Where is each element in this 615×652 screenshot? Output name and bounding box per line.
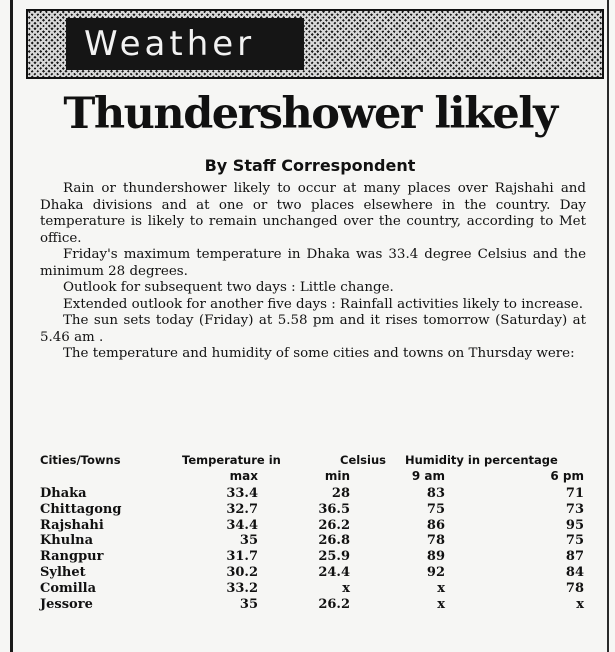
table-row	[40, 518, 588, 534]
table-row	[40, 502, 588, 518]
section-label: Weather	[66, 18, 304, 70]
paragraph: Friday's maximum temperature in Dhaka was 33.4 degree Celsius and the minimum 28 degrees.	[40, 247, 586, 279]
byline: By Staff Correspondent	[204, 156, 416, 175]
min-cell: 36.5	[318, 501, 350, 517]
header-celsius: Celsius	[340, 453, 386, 467]
paragraph: Extended outlook for another five days : Rainfall activities likely to increase.	[63, 296, 583, 312]
max-cell: 33.2	[226, 580, 258, 596]
humidity-9am-cell: 86	[426, 517, 445, 533]
table-row	[40, 581, 588, 597]
city-cell: Rangpur	[40, 549, 104, 565]
min-cell: 26.2	[318, 596, 350, 612]
city-cell: Sylhet	[40, 564, 86, 580]
subheader-max: max	[229, 469, 258, 483]
subheader-min: min	[324, 469, 350, 483]
max-cell: 35	[239, 596, 258, 612]
page-border-right	[607, 0, 609, 652]
paragraph: The temperature and humidity of some cities and towns on Thursday were:	[63, 346, 575, 361]
subheader-9am: 9 am	[411, 469, 445, 483]
city-cell: Chittagong	[40, 501, 122, 517]
humidity-6pm-cell: x	[576, 596, 584, 612]
humidity-6pm-cell: 73	[565, 501, 584, 517]
page-border-left	[10, 0, 13, 652]
article-body	[40, 181, 586, 363]
humidity-6pm-cell: 95	[565, 517, 584, 533]
min-cell: 24.4	[318, 564, 350, 580]
min-cell: 26.2	[318, 517, 350, 533]
table-row	[40, 549, 588, 565]
max-cell: 35	[239, 533, 258, 549]
paragraph: The sun sets today (Friday) at 5.58 pm and it rises tomorrow (Saturday) at 5.46 am .	[40, 313, 586, 345]
table-row	[40, 597, 588, 613]
humidity-9am-cell: 83	[426, 486, 445, 501]
humidity-6pm-cell: 71	[565, 486, 584, 501]
header-cities: Cities/Towns	[40, 453, 121, 467]
max-cell: 32.7	[226, 501, 258, 517]
max-cell: 31.7	[226, 549, 258, 565]
weather-table	[40, 453, 588, 612]
subheader-6pm: 6 pm	[550, 469, 584, 483]
city-cell: Jessore	[40, 596, 93, 612]
humidity-9am-cell: 78	[426, 533, 445, 549]
headline: Thundershower likely	[63, 89, 557, 139]
max-cell: 34.4	[226, 517, 258, 533]
table-body	[40, 486, 588, 612]
section-banner	[26, 9, 604, 79]
table-subheader	[40, 469, 588, 486]
city-cell: Comilla	[40, 580, 97, 596]
max-cell: 30.2	[226, 564, 258, 580]
city-cell: Khulna	[40, 533, 94, 549]
humidity-9am-cell: x	[437, 596, 445, 612]
table-row	[40, 486, 588, 502]
humidity-6pm-cell: 78	[565, 580, 584, 596]
humidity-9am-cell: 89	[426, 549, 445, 565]
header-humidity: Humidity in percentage	[405, 453, 558, 467]
city-cell: Rajshahi	[40, 517, 104, 533]
humidity-6pm-cell: 87	[565, 549, 584, 565]
table-row	[40, 565, 588, 581]
header-temperature: Temperature in	[182, 453, 281, 467]
city-cell: Dhaka	[40, 486, 87, 501]
max-cell: 33.4	[226, 486, 258, 501]
paragraph: Rain or thundershower likely to occur at many places over Rajshahi and Dhaka divisions and at one or two places elsewhere in the country. Day temperature is likely to remain unchanged over the country, according to Met office.	[40, 181, 586, 246]
humidity-6pm-cell: 75	[565, 533, 584, 549]
min-cell: 28	[331, 486, 350, 501]
min-cell: 26.8	[318, 533, 350, 549]
table-row	[40, 533, 588, 549]
paragraph: Outlook for subsequent two days : Little change.	[63, 280, 394, 295]
min-cell: x	[342, 580, 350, 596]
humidity-9am-cell: x	[437, 580, 445, 596]
humidity-9am-cell: 92	[426, 564, 445, 580]
table-header	[40, 453, 588, 469]
min-cell: 25.9	[318, 549, 350, 565]
humidity-6pm-cell: 84	[565, 564, 584, 580]
humidity-9am-cell: 75	[426, 501, 445, 517]
